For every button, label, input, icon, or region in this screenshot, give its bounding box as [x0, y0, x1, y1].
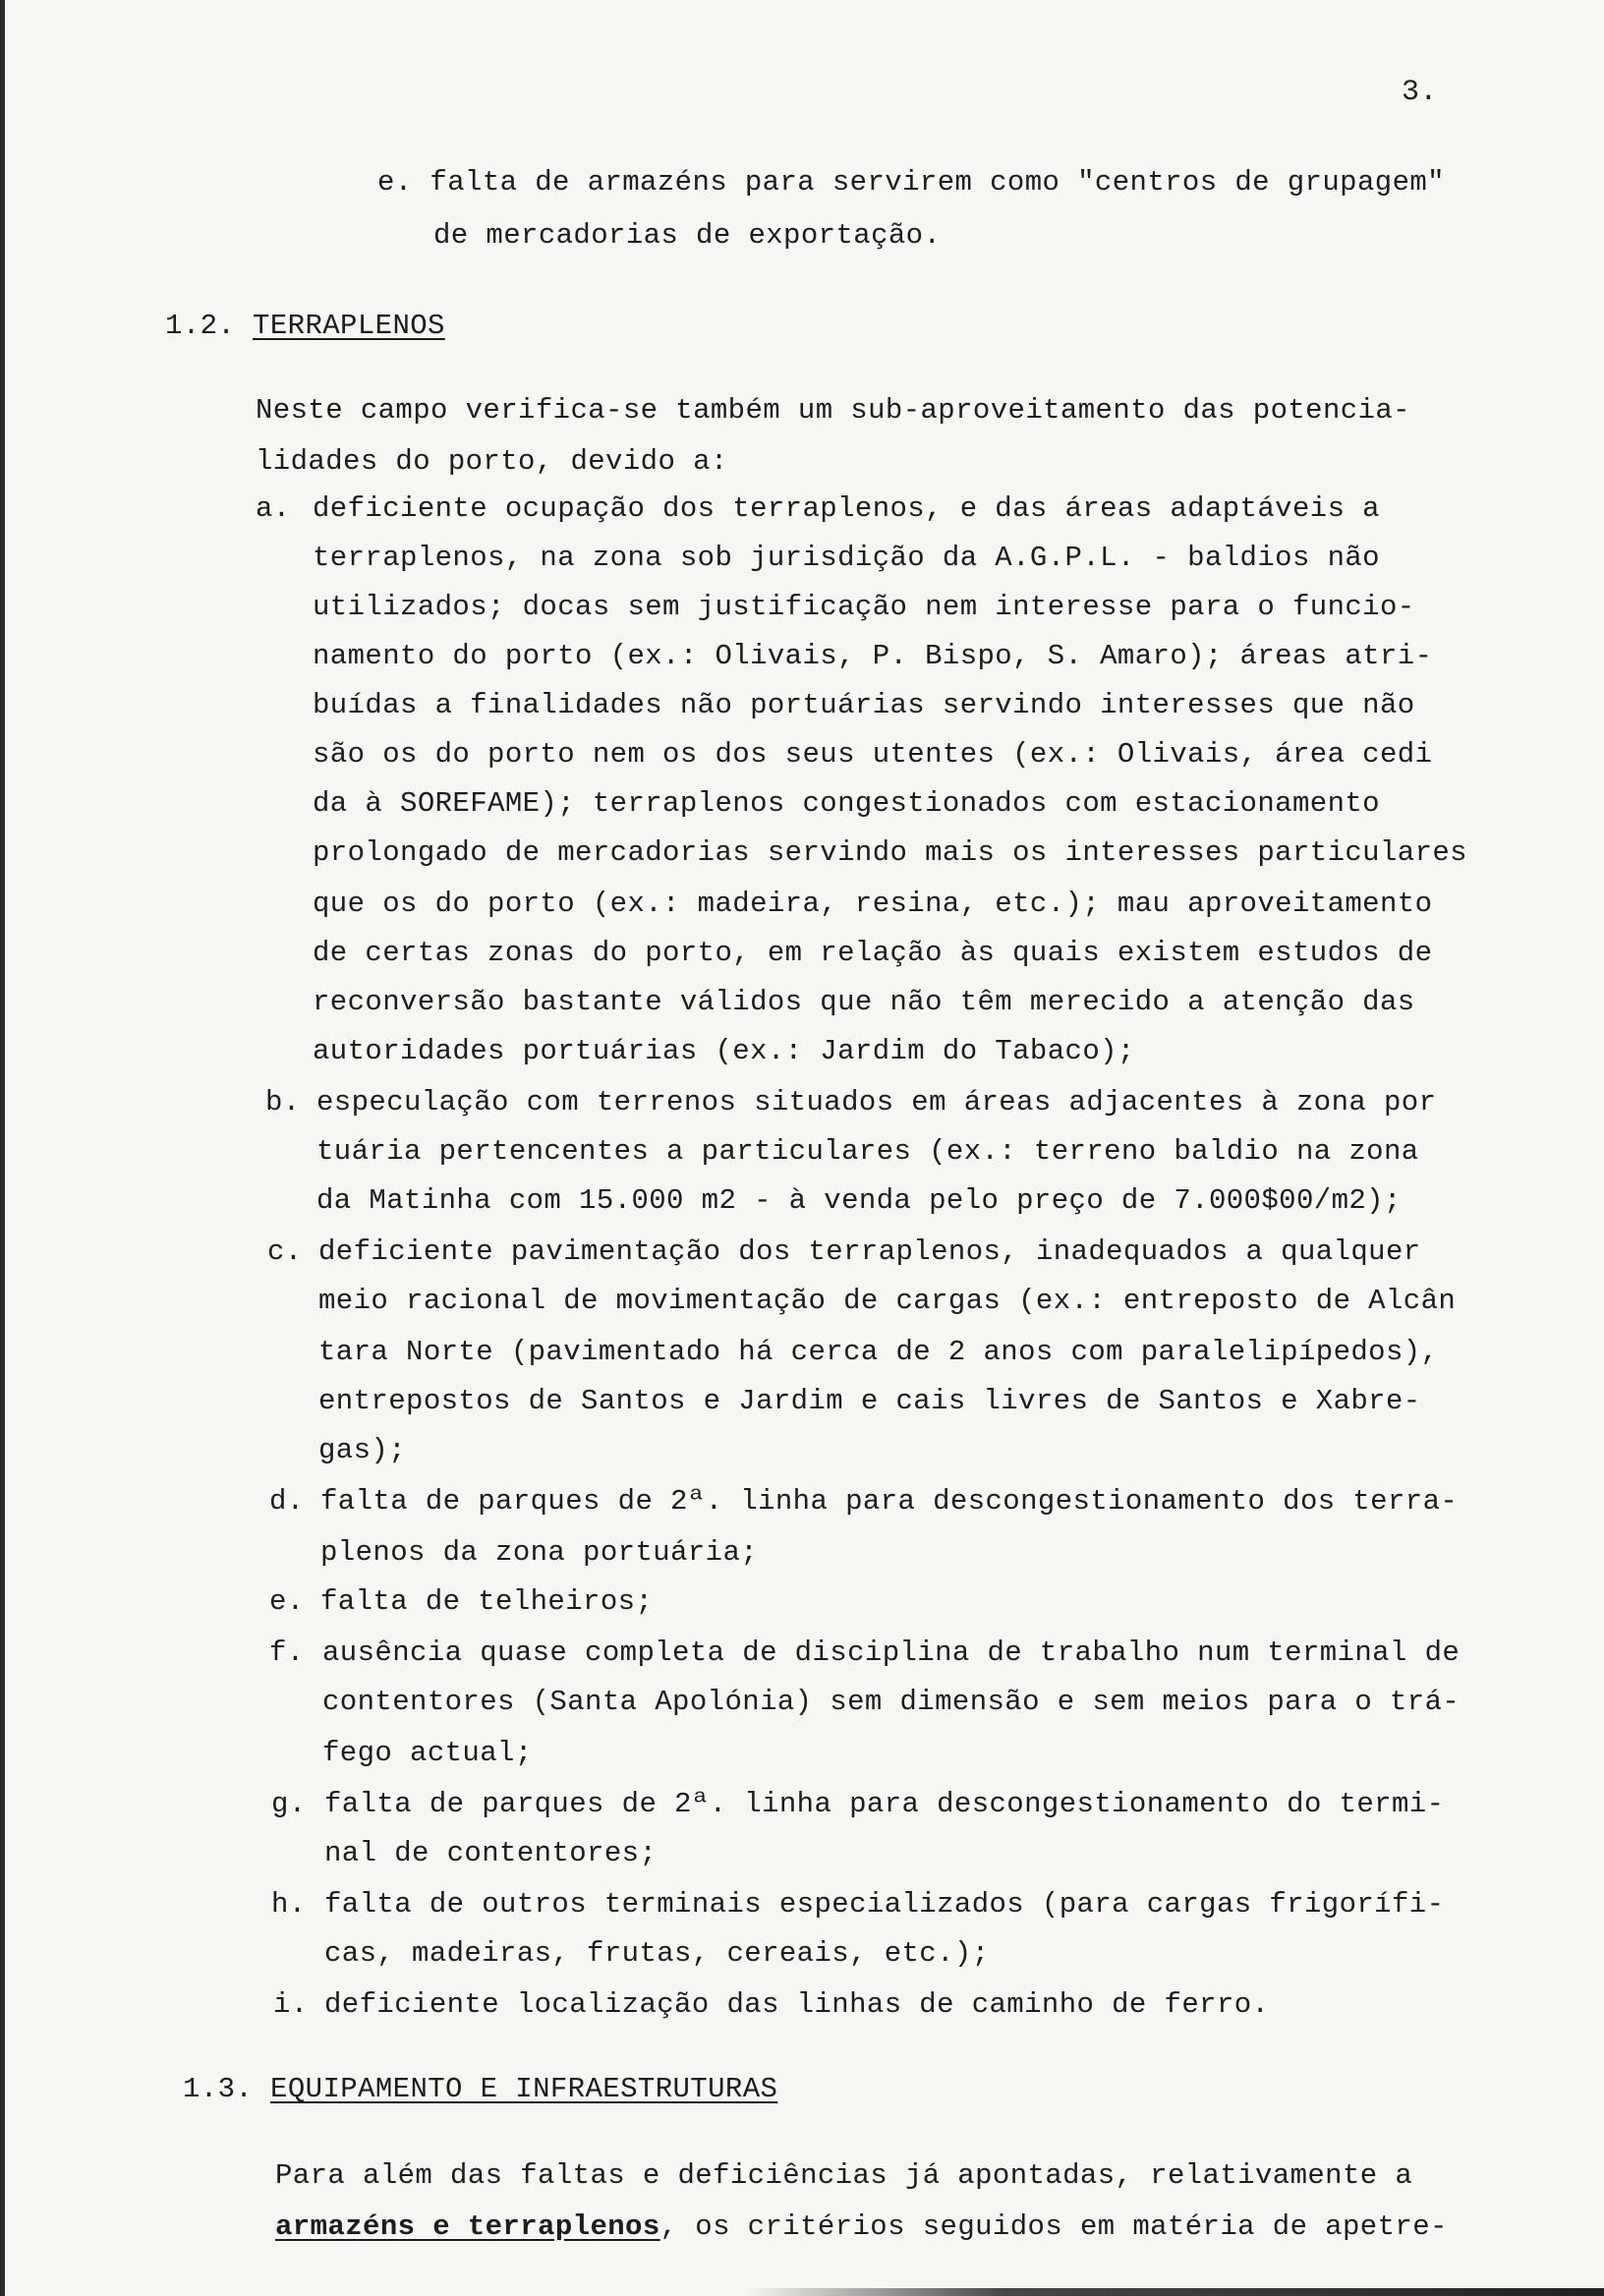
- list-item-a-line: terraplenos, na zona sob jurisdição da A.G.P.L. - baldios não: [313, 542, 1380, 574]
- section-1-3-line-2: [275, 2202, 1448, 2253]
- list-item-marker: f.: [269, 1636, 305, 1669]
- list-item-f-line: ausência quase completa de disciplina de trabalho num terminal de: [322, 1636, 1461, 1669]
- list-item-a-line: deficiente ocupação dos terraplenos, e das áreas adaptáveis a: [313, 492, 1380, 525]
- list-item-c-line: meio racional de movimentação de cargas (ex.: entreposto de Alcân: [318, 1285, 1457, 1317]
- intro-item-line-1: e. falta de armazéns para servirem como "centros de grupagem": [377, 166, 1445, 199]
- section-1-2-heading: [165, 301, 445, 352]
- list-item-d-line: plenos da zona portuária;: [320, 1536, 759, 1569]
- list-item-h-line: falta de outros terminais especializados (para cargas frigorífi-: [324, 1888, 1445, 1921]
- list-item-b-line: tuária pertencentes a particulares (ex.: terreno baldio na zona: [316, 1135, 1419, 1168]
- list-item-marker: i.: [273, 1988, 309, 2021]
- list-item-a-line: prolongado de mercadorias servindo mais os interesses particulares: [313, 836, 1467, 869]
- page-number: 3.: [1402, 76, 1438, 109]
- section-1-3-title: EQUIPAMENTO E INFRAESTRUTURAS: [270, 2073, 778, 2105]
- list-item-a-line: são os do porto nem os dos seus utentes (ex.: Olivais, área cedi: [313, 738, 1433, 771]
- list-item-h-line: cas, madeiras, frutas, cereais, etc.);: [324, 1937, 990, 1970]
- list-item-g-line: nal de contentores;: [324, 1837, 658, 1869]
- list-item-marker: g.: [271, 1788, 307, 1820]
- list-item-i-line: deficiente localização das linhas de caminho de ferro.: [324, 1988, 1270, 2021]
- list-item-a-line: da à SOREFAME); terraplenos congestionados com estacionamento: [313, 787, 1380, 820]
- list-item-a-line: de certas zonas do porto, em relação às quais existem estudos de: [313, 937, 1433, 969]
- list-item-c-line: entrepostos de Santos e Jardim e cais livres de Santos e Xabre-: [318, 1385, 1421, 1417]
- list-item-c-line: gas);: [318, 1434, 407, 1466]
- section-1-2-intro-line-1: Neste campo verifica-se também um sub-aproveitamento das potencia-: [256, 394, 1410, 427]
- list-item-a-line: utilizados; docas sem justificação nem interesse para o funcio-: [313, 591, 1415, 623]
- list-item-f-line: fego actual;: [322, 1737, 533, 1769]
- emphasis-armazens-terraplenos: armazéns e terraplenos: [275, 2210, 660, 2243]
- list-item-a-line: reconversão bastante válidos que não têm merecido a atenção das: [313, 986, 1415, 1018]
- list-item-marker: d.: [269, 1485, 305, 1518]
- list-item-g-line: falta de parques de 2ª. linha para descongestionamento do termi-: [324, 1788, 1445, 1820]
- list-item-e-line: falta de telheiros;: [320, 1585, 654, 1618]
- list-item-marker: h.: [271, 1888, 307, 1921]
- list-item-c-line: tara Norte (pavimentado há cerca de 2 anos com paralelipípedos),: [318, 1336, 1439, 1368]
- section-1-3-line-2-rest: , os critérios seguidos em matéria de apetre-: [659, 2210, 1448, 2243]
- list-item-a-line: buídas a finalidades não portuárias servindo interesses que não: [313, 689, 1415, 721]
- list-item-a-line: namento do porto (ex.: Olivais, P. Bispo, S. Amaro); áreas atri-: [313, 640, 1433, 672]
- list-item-f-line: contentores (Santa Apolónia) sem dimensão e sem meios para o trá-: [322, 1686, 1461, 1718]
- list-item-marker: b.: [265, 1086, 301, 1119]
- list-item-a-line: autoridades portuárias (ex.: Jardim do Tabaco);: [313, 1035, 1135, 1067]
- section-1-2-title: TERRAPLENOS: [253, 310, 445, 342]
- list-item-d-line: falta de parques de 2ª. linha para descongestionamento dos terra-: [320, 1485, 1459, 1518]
- list-item-marker: c.: [267, 1235, 303, 1268]
- list-item-a-line: que os do porto (ex.: madeira, resina, etc.); mau aproveitamento: [313, 888, 1433, 920]
- section-1-2-intro-line-2: lidades do porto, devido a:: [256, 445, 728, 478]
- list-item-marker: a.: [256, 492, 291, 525]
- list-item-marker: e.: [269, 1585, 305, 1618]
- section-1-3-number: 1.3.: [183, 2073, 254, 2105]
- section-1-3-heading: [183, 2064, 777, 2115]
- list-item-b-line: da Matinha com 15.000 m2 - à venda pelo preço de 7.000$00/m2);: [316, 1184, 1402, 1217]
- intro-item-line-2: de mercadorias de exportação.: [433, 219, 942, 252]
- section-1-3-line-1: Para além das faltas e deficiências já apontadas, relativamente a: [275, 2159, 1413, 2192]
- list-item-b-line: especulação com terrenos situados em áreas adjacentes à zona por: [316, 1086, 1437, 1119]
- list-item-c-line: deficiente pavimentação dos terraplenos, inadequados a qualquer: [318, 1235, 1421, 1268]
- section-1-2-number: 1.2.: [165, 310, 236, 342]
